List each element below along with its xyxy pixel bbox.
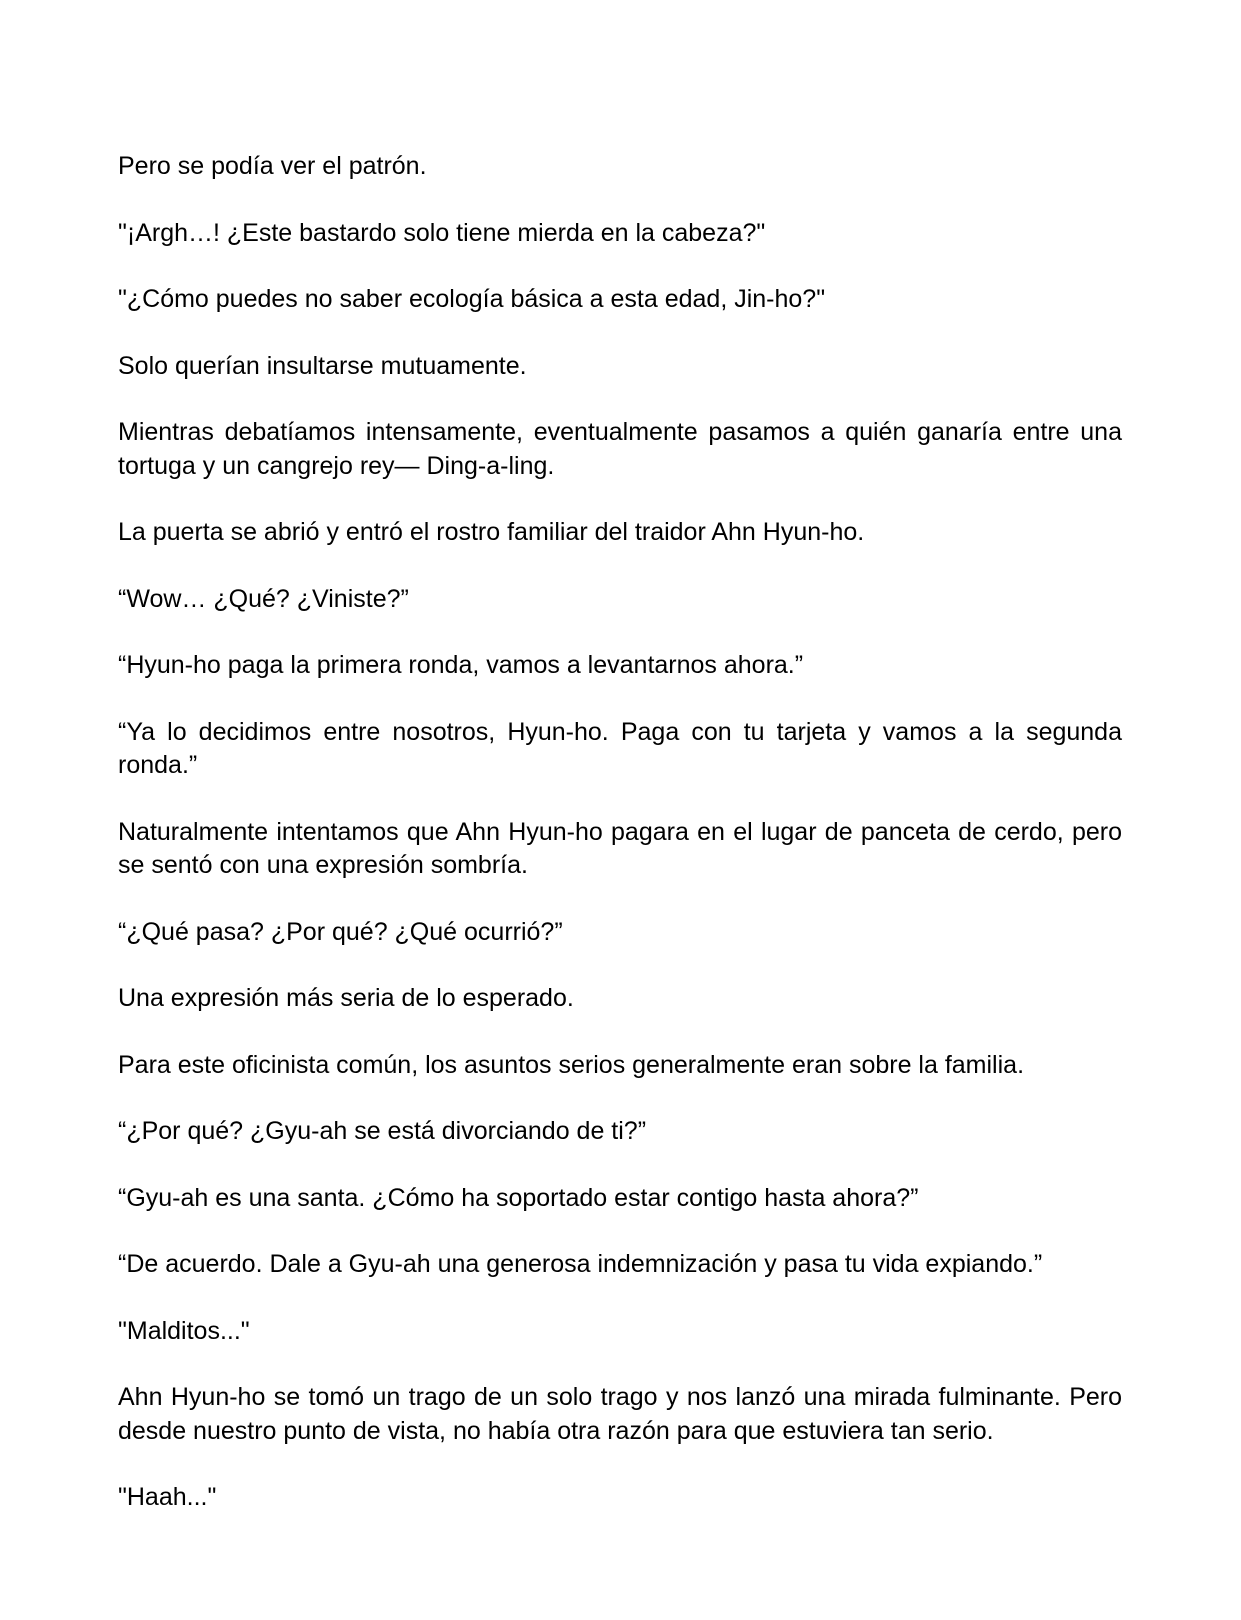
document-body xyxy=(118,150,1122,1548)
paragraph: "Malditos..." xyxy=(118,1316,250,1345)
paragraph: "¡Argh…! ¿Este bastardo solo tiene mierda en la cabeza?" xyxy=(118,218,766,247)
paragraph: “¿Por qué? ¿Gyu-ah se está divorciando de ti?” xyxy=(118,1117,647,1145)
paragraph: Mientras debatíamos intensamente, eventualmente pasamos a quién ganaría entre una tortuga y un cangrejo rey— Ding-a-ling. xyxy=(118,418,1122,480)
paragraph: Una expresión más seria de lo esperado. xyxy=(118,984,574,1012)
paragraph: Para este oficinista común, los asuntos serios generalmente eran sobre la familia. xyxy=(118,1050,1025,1079)
paragraph: “De acuerdo. Dale a Gyu-ah una generosa indemnización y pasa tu vida expiando.” xyxy=(118,1250,1043,1278)
paragraph: "Haah..." xyxy=(118,1483,217,1511)
paragraph: “Hyun-ho paga la primera ronda, vamos a levantarnos ahora.” xyxy=(118,651,804,679)
paragraph: Ahn Hyun-ho se tomó un trago de un solo trago y nos lanzó una mirada fulminante. Pero desde nuestro punto de vista, no había otra razón para que estuviera tan serio. xyxy=(118,1383,1122,1445)
paragraph: Pero se podía ver el patrón. xyxy=(118,152,427,180)
paragraph: “¿Qué pasa? ¿Por qué? ¿Qué ocurrió?” xyxy=(118,917,563,946)
paragraph: “Wow… ¿Qué? ¿Viniste?” xyxy=(118,584,409,613)
paragraph: La puerta se abrió y entró el rostro familiar del traidor Ahn Hyun-ho. xyxy=(118,518,865,546)
paragraph: “Ya lo decidimos entre nosotros, Hyun-ho. Paga con tu tarjeta y vamos a la segunda ronda.” xyxy=(118,717,1122,779)
paragraph: “Gyu-ah es una santa. ¿Cómo ha soportado estar contigo hasta ahora?” xyxy=(118,1183,919,1212)
paragraph: Naturalmente intentamos que Ahn Hyun-ho pagara en el lugar de panceta de cerdo, pero se sentó con una expresión sombría. xyxy=(118,817,1122,879)
paragraph: "¿Cómo puedes no saber ecología básica a esta edad, Jin-ho?" xyxy=(118,285,826,313)
paragraph: Solo querían insultarse mutuamente. xyxy=(118,351,527,380)
